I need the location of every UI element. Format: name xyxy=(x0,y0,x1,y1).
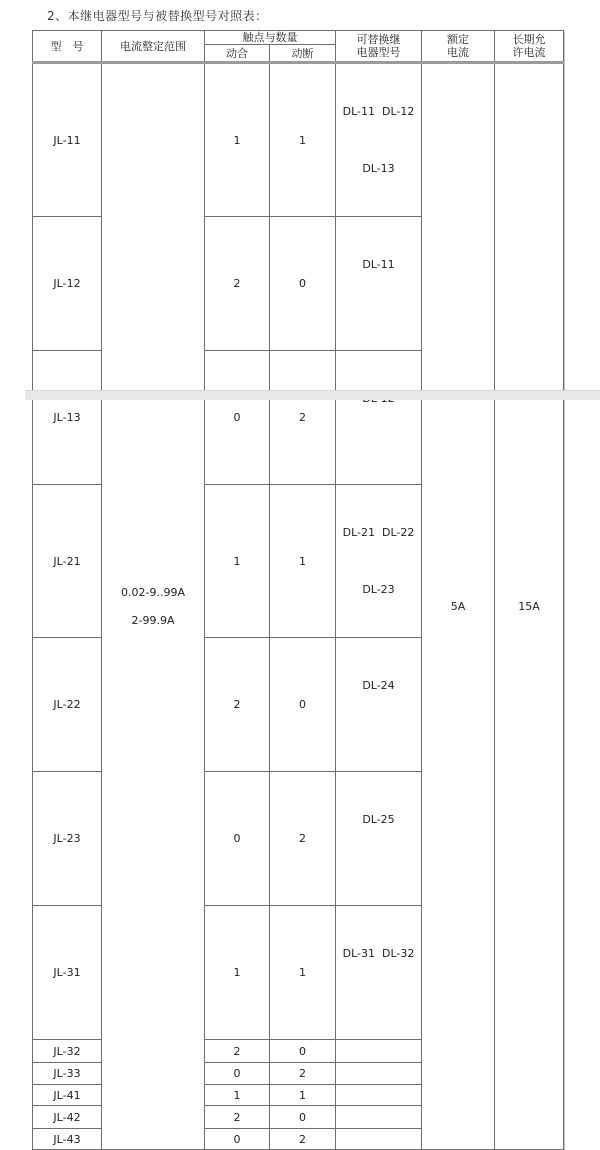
normally-closed-cell: 0 xyxy=(270,1040,336,1063)
normally-open-cell: 2 xyxy=(205,1106,270,1129)
replaceable-cell xyxy=(336,1085,422,1106)
normally-closed-cell: 1 xyxy=(270,906,336,1040)
relay-comparison-table xyxy=(32,30,564,1150)
replaceable-line1: DL-11 DL-12 xyxy=(342,105,415,118)
col-header-model: 型 号 xyxy=(33,31,102,63)
replaceable-cell xyxy=(336,1106,422,1129)
normally-closed-cell: 1 xyxy=(270,1085,336,1106)
col-header-rated-current xyxy=(422,31,495,63)
normally-closed-cell: 0 xyxy=(270,638,336,772)
normally-open-cell: 1 xyxy=(205,485,270,638)
replaceable-line1: DL-21 DL-22 xyxy=(342,526,415,539)
replaceable-line1: DL-11 xyxy=(362,258,395,271)
col-header-longterm-line1: 长期允 xyxy=(512,33,546,46)
normally-closed-cell: 0 xyxy=(270,217,336,351)
replaceable-line1: DL-24 xyxy=(362,679,395,692)
normally-closed-cell: 1 xyxy=(270,63,336,217)
model-cell: JL-13 xyxy=(33,351,102,485)
replaceable-cell xyxy=(336,63,422,217)
model-cell: JL-12 xyxy=(33,217,102,351)
col-header-normally-open: 动合 xyxy=(205,45,270,63)
rated-current-cell: 5A xyxy=(422,63,495,1150)
normally-open-cell: 1 xyxy=(205,1085,270,1106)
normally-closed-cell: 2 xyxy=(270,351,336,485)
model-cell: JL-11 xyxy=(33,63,102,217)
replaceable-line2: DL-13 xyxy=(362,162,395,175)
col-header-rated-line1: 额定 xyxy=(447,33,469,46)
col-header-replaceable-line2: 电器型号 xyxy=(356,46,401,59)
col-header-longterm-line2: 许电流 xyxy=(512,46,546,59)
normally-closed-cell: 0 xyxy=(270,1106,336,1129)
replaceable-cell xyxy=(336,1129,422,1150)
model-cell: JL-42 xyxy=(33,1106,102,1129)
normally-open-cell: 0 xyxy=(205,1129,270,1150)
model-cell: JL-33 xyxy=(33,1063,102,1085)
col-header-replaceable-line1: 可替换继 xyxy=(356,33,401,46)
normally-open-cell: 0 xyxy=(205,1063,270,1085)
col-header-replaceable xyxy=(336,31,422,63)
replaceable-cell xyxy=(336,638,422,772)
model-cell: JL-41 xyxy=(33,1085,102,1106)
longterm-current-cell: 15A xyxy=(495,63,564,1150)
normally-open-cell: 2 xyxy=(205,1040,270,1063)
replaceable-cell xyxy=(336,485,422,638)
normally-closed-cell: 2 xyxy=(270,1129,336,1150)
replaceable-line1: DL-25 xyxy=(362,813,395,826)
replaceable-cell xyxy=(336,772,422,906)
replaceable-cell xyxy=(336,1040,422,1063)
normally-closed-cell: 2 xyxy=(270,772,336,906)
col-header-current-range: 电流整定范围 xyxy=(102,31,205,63)
replaceable-cell xyxy=(336,217,422,351)
replaceable-line2: DL-23 xyxy=(362,583,395,596)
header-row-1 xyxy=(33,31,564,45)
normally-open-cell: 0 xyxy=(205,351,270,485)
table-row xyxy=(33,63,564,217)
model-cell: JL-43 xyxy=(33,1129,102,1150)
model-cell: JL-23 xyxy=(33,772,102,906)
normally-open-cell: 2 xyxy=(205,217,270,351)
col-header-rated-line2: 电流 xyxy=(447,46,469,59)
model-cell: JL-32 xyxy=(33,1040,102,1063)
model-cell: JL-22 xyxy=(33,638,102,772)
col-header-longterm-current xyxy=(495,31,564,63)
model-cell: JL-31 xyxy=(33,906,102,1040)
normally-open-cell: 1 xyxy=(205,63,270,217)
col-header-normally-closed: 动断 xyxy=(270,45,336,63)
normally-open-cell: 0 xyxy=(205,772,270,906)
current-range-cell xyxy=(102,63,205,1150)
model-cell: JL-21 xyxy=(33,485,102,638)
replaceable-cell xyxy=(336,906,422,1040)
current-range-line1: 0.02-9..99A xyxy=(121,585,185,599)
normally-closed-cell: 2 xyxy=(270,1063,336,1085)
replaceable-line1: DL-31 DL-32 xyxy=(342,947,415,960)
normally-open-cell: 2 xyxy=(205,638,270,772)
replaceable-cell xyxy=(336,1063,422,1085)
replaceable-cell xyxy=(336,351,422,485)
col-header-contacts: 触点与数量 xyxy=(205,31,336,45)
current-range-line2: 2-99.9A xyxy=(131,613,175,627)
normally-open-cell: 1 xyxy=(205,906,270,1040)
page-title: 2、本继电器型号与被替换型号对照表： xyxy=(47,9,268,23)
normally-closed-cell: 1 xyxy=(270,485,336,638)
page-bottom-edge xyxy=(25,390,600,400)
